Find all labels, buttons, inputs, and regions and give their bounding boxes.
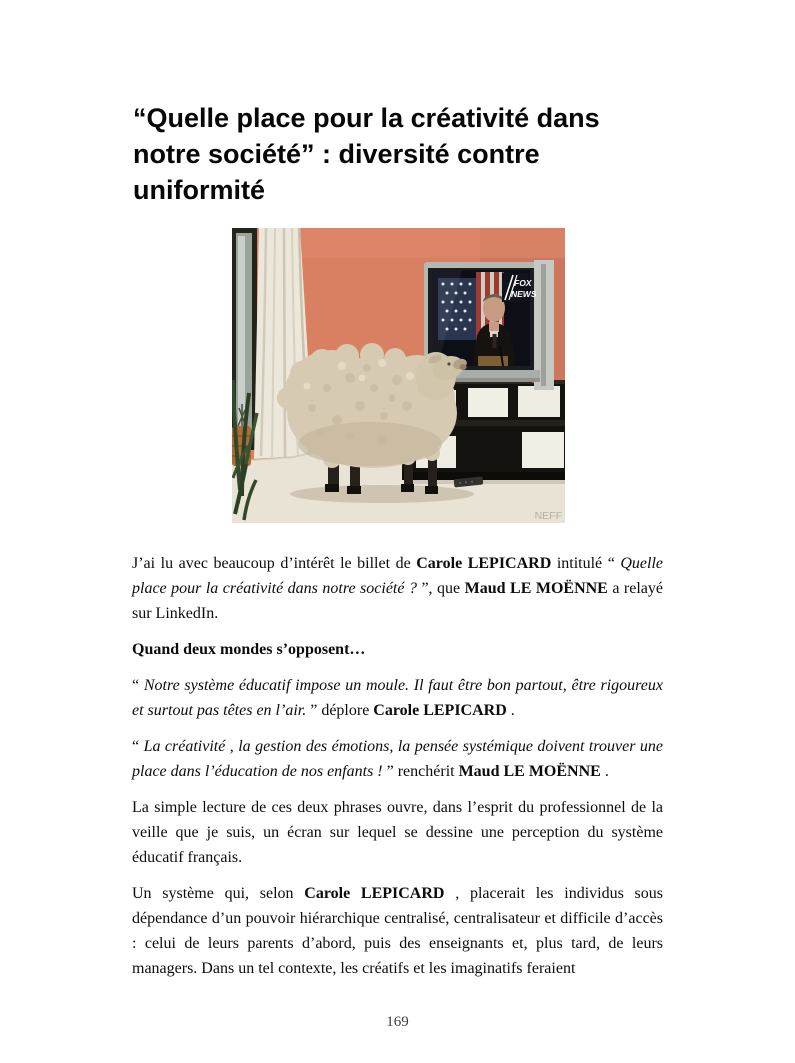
person-name: Maud LE MOËNNE [464,580,608,597]
paragraph-quote-2 [132,734,663,784]
paragraph-analysis: La simple lecture de ces deux phrases ouvre, dans l’esprit du professionnel de la veille que je suis, un écran sur lequel se dessine une perception du système éducatif français. [132,799,663,866]
text-run: Un système qui, selon [132,885,305,902]
fox-logo-text-2: NEWS [511,289,537,299]
sheep-tv-photo [232,228,565,523]
article-body [132,551,663,992]
text-run: , placerait les individus sous dépendance d’un pouvoir hiérarchique centralisé, centralisateur et difficile d’accès : celui de leurs parents d’abord, puis des enseignants et, plus tard, de leurs managers. Dans un tel contexte, les créatifs et les imaginatifs feraient [132,885,664,977]
text-run: ”, que [416,580,465,597]
page-title-line-1: “Quelle place pour la créativité dans [133,103,600,133]
sheep-tv-illustration [232,228,565,523]
text-run: ” renchérit [382,763,459,780]
text-run: intitulé “ [551,555,621,572]
text-run: ” déplore [306,702,374,719]
person-name: Carole LEPICARD [416,555,552,572]
section-heading: Quand deux mondes s’opposent… [132,641,366,658]
fox-logo-text-1: FOX [514,278,532,288]
sheep-shadow [290,485,474,503]
page-title-line-3: uniformité [133,175,265,205]
quote-text: La créativité , la gestion des émotions, la pensée systémique doivent trouver une place dans l’éducation de nos enfants ! [132,738,663,780]
quoted-title: Quelle place pour la créativité dans notre société ? [132,555,664,597]
person-name: Carole LEPICARD [304,885,445,902]
neff-watermark: NEFF [534,510,562,522]
text-run: “ [132,738,144,755]
text-run: a relayé sur LinkedIn. [132,580,664,622]
person-name: Maud LE MOËNNE [458,763,601,780]
text-run: . [600,763,609,780]
paragraph-quote-1 [132,673,663,723]
text-run: J’ai lu avec beaucoup d’intérêt le billet de [132,555,417,572]
person-name: Carole LEPICARD [373,702,507,719]
paragraph-intro [132,551,663,626]
page-title [133,100,693,208]
quote-text: Notre système éducatif impose un moule. Il faut être bon partout, être rigoureux et surtout pas têtes en l’air. [132,677,663,719]
page-title-line-2: notre société” : diversité contre [133,139,540,169]
page-number: 169 [386,1014,409,1030]
paragraph-system [132,881,663,981]
text-run: . [506,702,515,719]
text-run: “ [132,677,144,694]
